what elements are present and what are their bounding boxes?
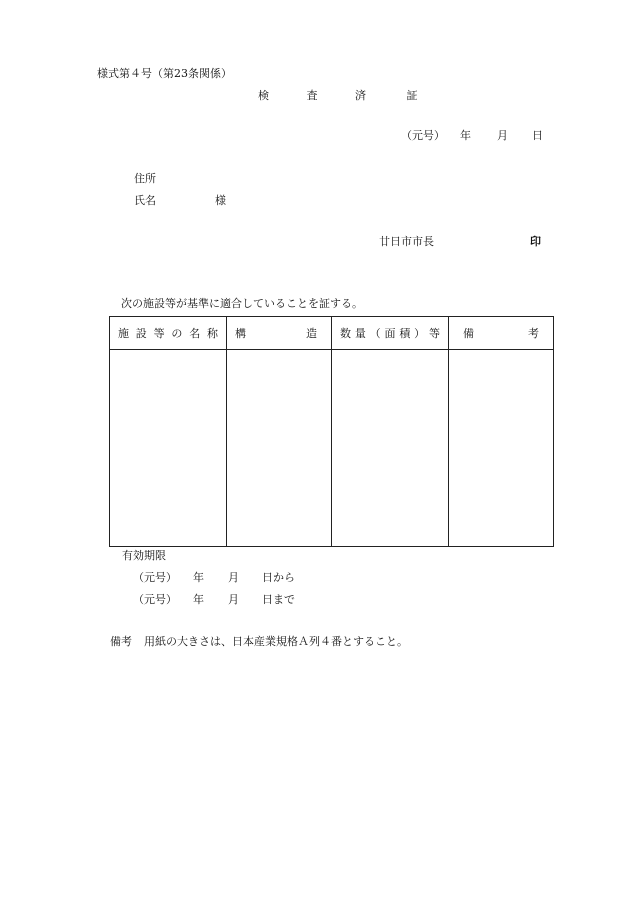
header-chars [449, 325, 553, 341]
header-chars [332, 325, 448, 341]
cell-facility-name[interactable] [110, 350, 227, 547]
date-day: 日 [532, 129, 543, 142]
title-char: 検 [258, 89, 269, 102]
note-text: 用紙の大きさは、日本産業規格Ａ列４番とすること。 [144, 635, 408, 648]
header-structure [227, 317, 332, 350]
form-number: 様式第４号（第23条関係） [97, 67, 232, 80]
header-char: （ [369, 327, 381, 340]
header-char: 造 [306, 327, 317, 340]
issuer-title: 廿日市市長 [379, 235, 434, 248]
header-char: 等 [153, 327, 165, 340]
table-row [110, 350, 554, 547]
honorific: 様 [215, 194, 226, 207]
address-label: 住所 [134, 172, 156, 185]
header-char: の [171, 327, 183, 340]
header-remarks [449, 317, 554, 350]
header-chars [110, 325, 226, 341]
to-month: 月 [228, 593, 239, 606]
date-month: 月 [497, 129, 508, 142]
from-day: 日から [262, 571, 295, 584]
facility-table [109, 316, 554, 547]
title-char: 済 [355, 89, 366, 102]
to-day: 日まで [262, 593, 295, 606]
table-header-row [110, 317, 554, 350]
header-chars [227, 325, 331, 341]
header-char: 称 [206, 327, 218, 340]
header-char: 構 [235, 327, 246, 340]
title-char: 査 [306, 89, 318, 102]
date-year: 年 [460, 129, 471, 142]
header-char: 積 [399, 327, 411, 340]
cell-remarks[interactable] [449, 350, 554, 547]
header-char: 等 [428, 327, 440, 340]
title-char: 証 [406, 89, 418, 102]
cell-structure[interactable] [227, 350, 332, 547]
from-month: 月 [228, 571, 239, 584]
header-facility-name [110, 317, 227, 350]
to-year: 年 [193, 593, 204, 606]
header-char: 数 [340, 327, 351, 340]
header-quantity [332, 317, 449, 350]
header-char: 名 [189, 327, 201, 340]
to-era: （元号） [133, 593, 177, 606]
seal-mark: 印 [530, 235, 541, 248]
header-char: 設 [135, 327, 147, 340]
statement: 次の施設等が基準に適合していることを証する。 [121, 297, 363, 310]
header-char: 量 [354, 327, 366, 340]
from-era: （元号） [133, 571, 177, 584]
header-char: 施 [118, 327, 129, 340]
from-year: 年 [193, 571, 204, 584]
validity-label: 有効期限 [122, 549, 166, 562]
header-char: 備 [463, 327, 474, 340]
note-label: 備考 [110, 635, 132, 648]
document-title [258, 90, 418, 101]
cell-quantity[interactable] [332, 350, 449, 547]
date-era: （元号） [401, 129, 445, 142]
header-char: ） [414, 327, 426, 340]
header-char: 面 [384, 327, 396, 340]
header-char: 考 [528, 327, 539, 340]
name-label: 氏名 [134, 194, 156, 207]
